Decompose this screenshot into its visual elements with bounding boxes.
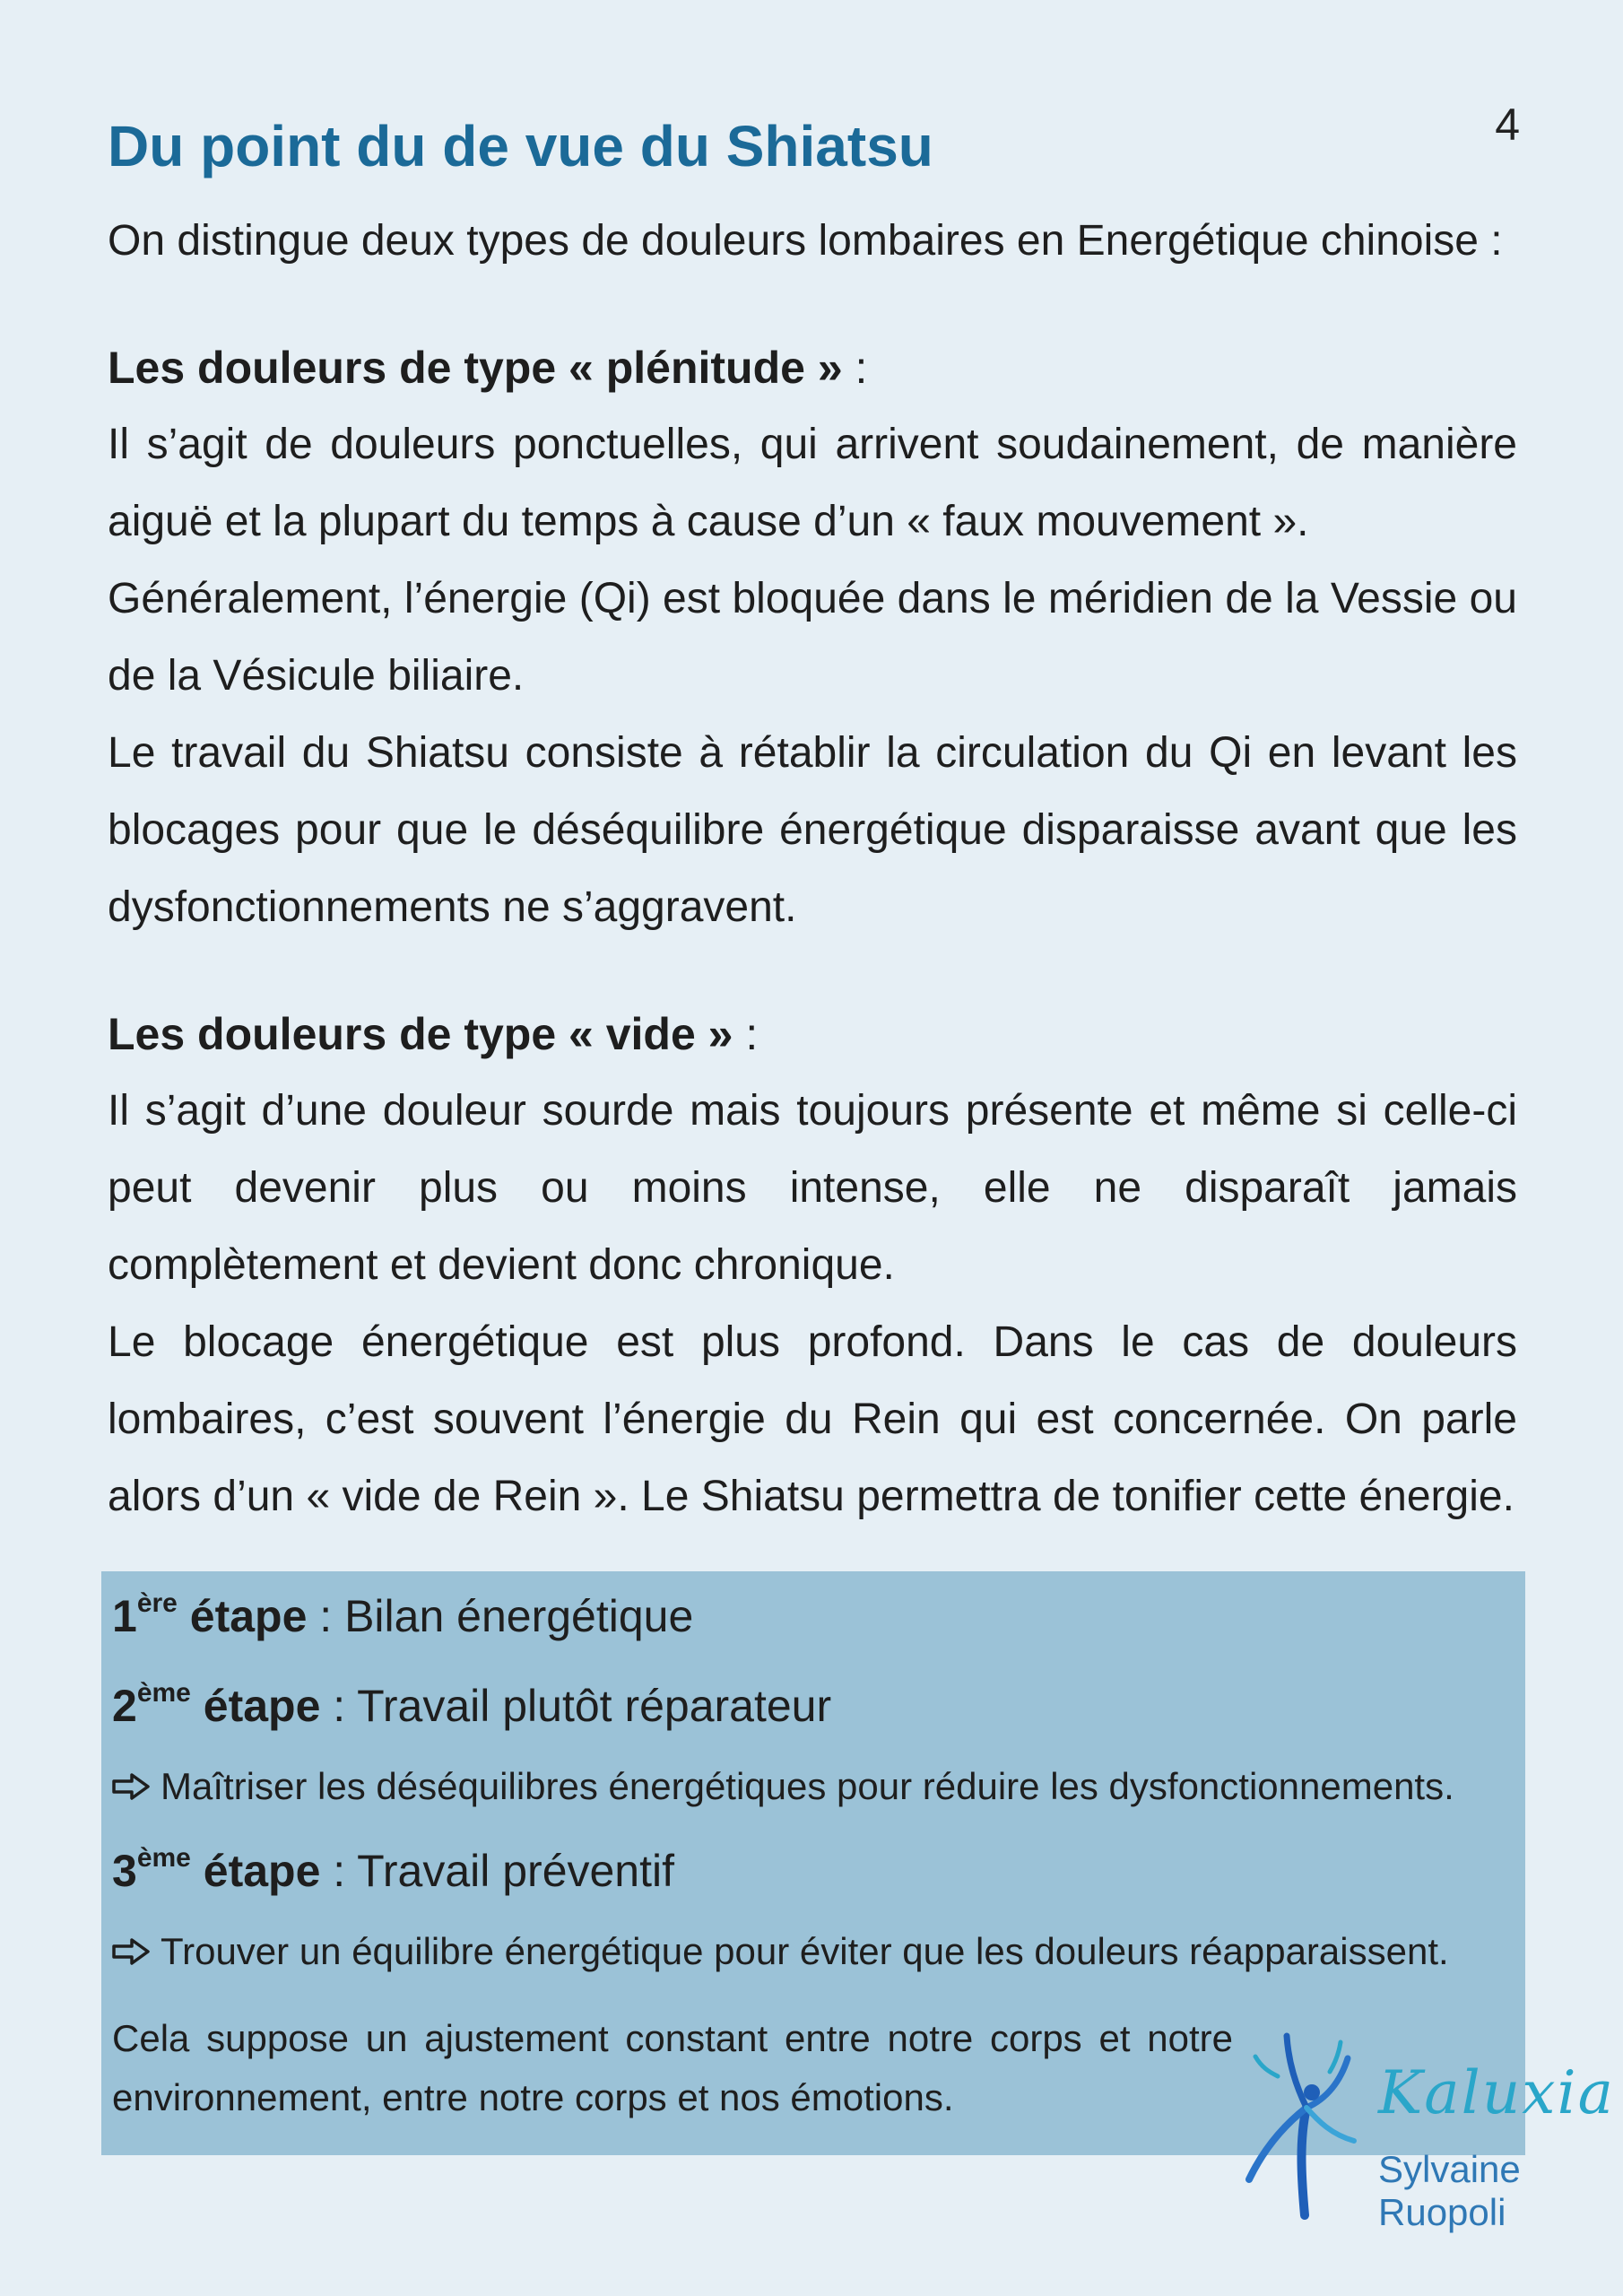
step-1-word: étape: [189, 1591, 308, 1641]
fullness-paragraph-3: Le travail du Shiatsu consiste à rétablir la circulation du Qi en levant les blocages pour que le déséquilibre énergétique disparaisse avant que les dysfonctionnements ne s’aggravent.: [108, 729, 1517, 931]
step-3-text: Travail préventif: [357, 1846, 675, 1896]
step-1: [112, 1589, 1516, 1643]
step-3-word: étape: [203, 1846, 321, 1896]
step-2-text: Travail plutôt réparateur: [357, 1681, 832, 1731]
step-1-separator: :: [307, 1591, 345, 1641]
intro-paragraph: On distingue deux types de douleurs lombaires en Energétique chinoise :: [108, 217, 1503, 265]
step-2-word: étape: [203, 1681, 321, 1731]
kaluxia-logo: [1242, 2022, 1615, 2233]
step-2-separator: :: [320, 1681, 358, 1731]
empty-heading-bold: Les douleurs de type « vide »: [108, 1009, 733, 1059]
page-number: 4: [1495, 100, 1520, 150]
step-3-separator: :: [320, 1846, 358, 1896]
step-2-number: 2: [112, 1681, 137, 1731]
dancer-figure-icon: [1242, 2022, 1376, 2224]
step-2-note-text: Maîtriser les déséquilibres énergétiques pour réduire les dysfonctionnements.: [161, 1765, 1454, 1807]
fullness-heading-suffix: :: [842, 343, 868, 393]
logo-author: Sylvaine Ruopoli: [1378, 2148, 1521, 2233]
arrow-right-icon: [112, 1773, 150, 1800]
fullness-heading: [108, 329, 1517, 406]
empty-heading-suffix: :: [733, 1009, 759, 1059]
empty-paragraph-1: Il s’agit d’une douleur sourde mais toujours présente et même si celle-ci peut devenir plus ou moins intense, elle ne disparaît jamais complètement et devient donc chronique.: [108, 1087, 1517, 1289]
fullness-section: [108, 329, 1517, 946]
step-1-text: Bilan énergétique: [344, 1591, 694, 1641]
logo-brand: Kaluxia: [1378, 2058, 1615, 2127]
step-2: [112, 1679, 1516, 1733]
closing-paragraph: Cela suppose un ajustement constant entre notre corps et notre environnement, entre notre corps et nos émotions.: [112, 2017, 1233, 2118]
fullness-paragraph-2: Généralement, l’énergie (Qi) est bloquée dans le méridien de la Vessie ou de la Vésicule biliaire.: [108, 575, 1517, 700]
step-2-note: [112, 1761, 1516, 1812]
step-3-note-text: Trouver un équilibre énergétique pour éviter que les douleurs réapparaissent.: [161, 1930, 1449, 1972]
step-3: [112, 1844, 1516, 1898]
page-title: Du point du de vue du Shiatsu: [108, 114, 933, 178]
empty-section: [108, 996, 1517, 1535]
fullness-paragraph-1: Il s’agit de douleurs ponctuelles, qui arrivent soudainement, de manière aiguë et la plupart du temps à cause d’un « faux mouvement ».: [108, 421, 1517, 545]
step-3-number: 3: [112, 1846, 137, 1896]
step-1-number: 1: [112, 1591, 137, 1641]
step-3-ordinal: ème: [136, 1843, 191, 1873]
step-3-note: [112, 1926, 1516, 1977]
fullness-heading-bold: Les douleurs de type « plénitude »: [108, 343, 843, 393]
empty-paragraph-2: Le blocage énergétique est plus profond. Dans le cas de douleurs lombaires, c’est souvent l’énergie du Rein qui est concernée. On parle alors d’un « vide de Rein ». Le Shiatsu permettra de tonifier cette énergie.: [108, 1318, 1517, 1520]
step-1-ordinal: ère: [136, 1588, 178, 1618]
step-2-ordinal: ème: [136, 1678, 191, 1708]
main-content: [108, 106, 1517, 1535]
empty-heading: [108, 996, 1517, 1073]
arrow-right-icon: [112, 1938, 150, 1965]
